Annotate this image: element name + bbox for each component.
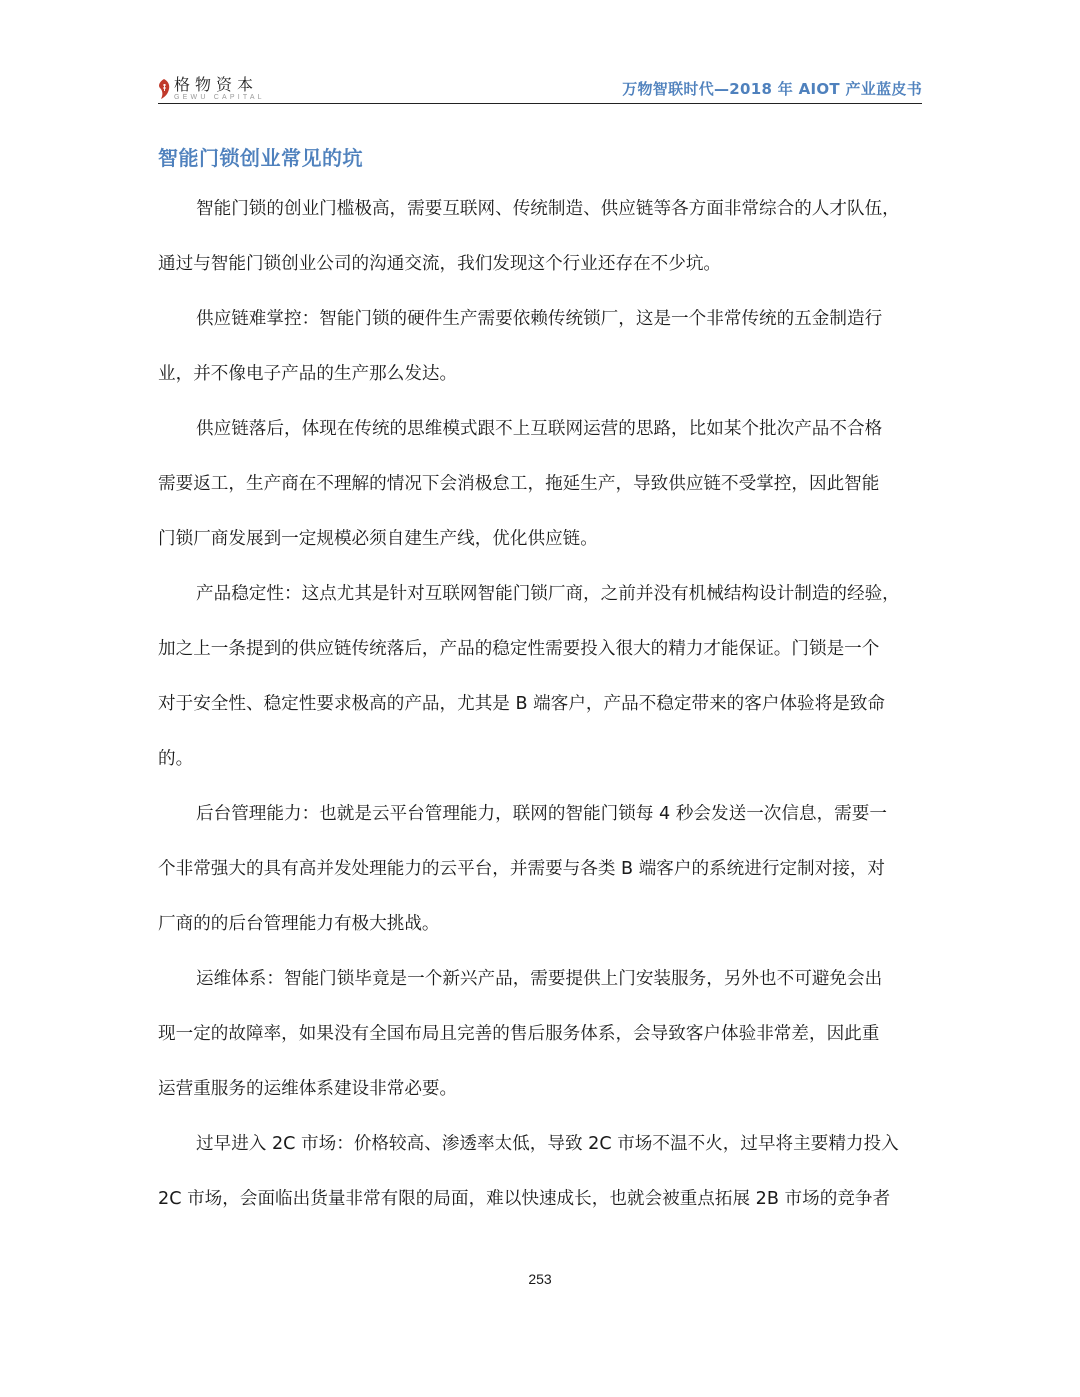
document-title: 万物智联时代—2018 年 AIOT 产业蓝皮书: [622, 80, 922, 98]
header-divider: [158, 103, 922, 104]
paragraph-line: 的。: [158, 749, 194, 769]
paragraph-line: 智能门锁的创业门槛极高，需要互联网、传统制造、供应链等各方面非常综合的人才队伍，: [196, 199, 900, 219]
paragraph-line: 供应链难掌控：智能门锁的硬件生产需要依赖传统锁厂，这是一个非常传统的五金制造行: [196, 309, 883, 329]
paragraph-line: 加之上一条提到的供应链传统落后，产品的稳定性需要投入很大的精力才能保证。门锁是一个: [158, 639, 880, 659]
paragraph-line: 对于安全性、稳定性要求极高的产品，尤其是 B 端客户，产品不稳定带来的客户体验将是致命: [158, 694, 886, 714]
paragraph-line: 运维体系：智能门锁毕竟是一个新兴产品，需要提供上门安装服务，另外也不可避免会出: [196, 969, 883, 989]
paragraph-line: 后台管理能力：也就是云平台管理能力，联网的智能门锁每 4 秒会发送一次信息，需要一: [196, 804, 887, 824]
paragraph-line: 现一定的故障率，如果没有全国布局且完善的售后服务体系，会导致客户体验非常差，因此重: [158, 1024, 880, 1044]
paragraph-line: 供应链落后，体现在传统的思维模式跟不上互联网运营的思路，比如某个批次产品不合格: [196, 419, 883, 439]
logo: [158, 76, 265, 104]
logo-name-cn: 格物资本: [174, 75, 259, 94]
body-text: [158, 182, 922, 1227]
logo-name-en: GEWU CAPITAL: [174, 94, 265, 101]
paragraph-line: 产品稳定性：这点尤其是针对互联网智能门锁厂商，之前并没有机械结构设计制造的经验，: [196, 584, 900, 604]
paragraph-line: 厂商的的后台管理能力有极大挑战。: [158, 914, 440, 934]
paragraph-line: 运营重服务的运维体系建设非常必要。: [158, 1079, 458, 1099]
paragraph-line: 过早进入 2C 市场：价格较高、渗透率太低，导致 2C 市场不温不火，过早将主要精力投入: [196, 1134, 899, 1154]
logo-mark-icon: [158, 79, 170, 99]
paragraph-line: 业，并不像电子产品的生产那么发达。: [158, 364, 458, 384]
page-header: [158, 76, 922, 104]
page-number: 253: [528, 1271, 552, 1287]
paragraph-line: 2C 市场，会面临出货量非常有限的局面，难以快速成长，也就会被重点拓展 2B 市场的竞争者: [158, 1189, 891, 1209]
paragraph-line: 门锁厂商发展到一定规模必须自建生产线，优化供应链。: [158, 529, 598, 549]
paragraph-line: 需要返工，生产商在不理解的情况下会消极怠工，拖延生产，导致供应链不受掌控，因此智能: [158, 474, 880, 494]
paragraph-line: 个非常强大的具有高并发处理能力的云平台，并需要与各类 B 端客户的系统进行定制对接，对: [158, 859, 886, 879]
paragraph-line: 通过与智能门锁创业公司的沟通交流，我们发现这个行业还存在不少坑。: [158, 254, 722, 274]
section-heading: 智能门锁创业常见的坑: [158, 146, 363, 170]
